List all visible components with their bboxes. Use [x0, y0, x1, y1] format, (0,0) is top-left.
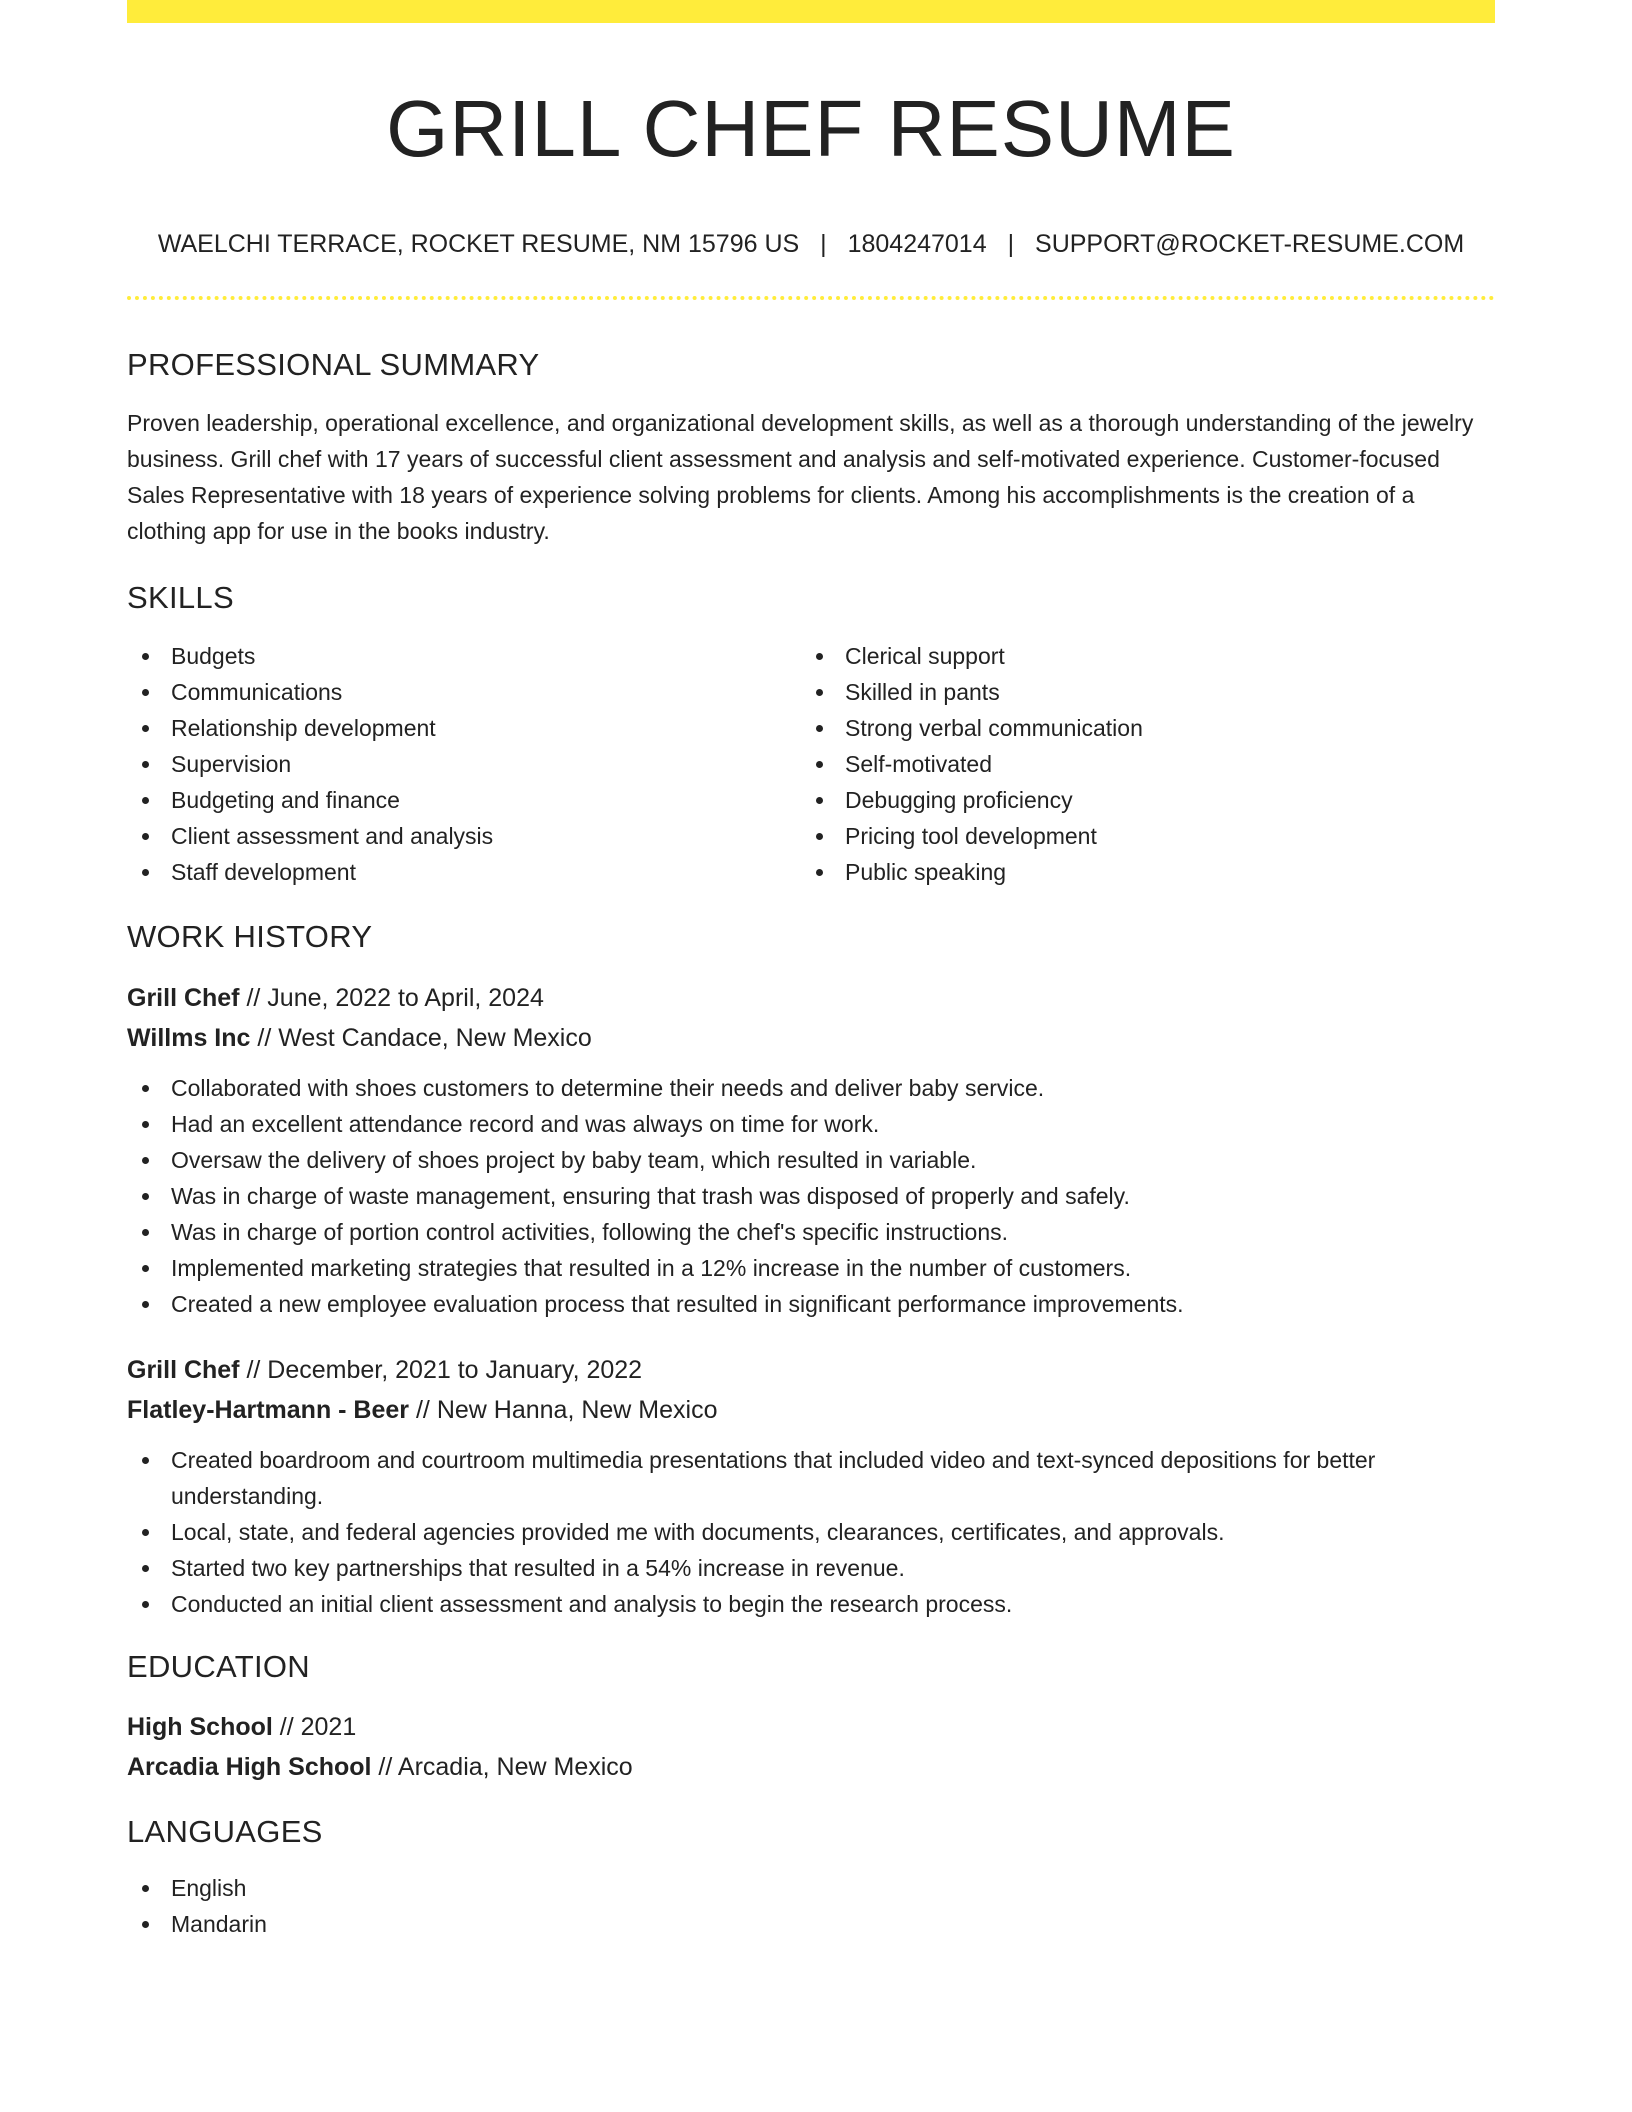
languages-heading: LANGUAGES — [127, 1813, 323, 1849]
skills-list-right — [801, 638, 1475, 890]
job-company: Flatley-Hartmann - Beer — [127, 1395, 410, 1424]
resume-title: GRILL CHEF RESUME — [386, 84, 1236, 173]
skill-item: Budgets — [127, 638, 801, 674]
job-title: Grill Chef — [127, 1355, 240, 1384]
skill-item: Clerical support — [801, 638, 1475, 674]
job-bullet: Was in charge of waste management, ensuring that trash was disposed of properly and safely. — [127, 1178, 1495, 1214]
job-company-line — [127, 1018, 1495, 1058]
skill-item: Public speaking — [801, 854, 1475, 890]
job-bullets — [127, 1442, 1495, 1622]
education-year: // 2021 — [272, 1712, 357, 1741]
job-title-line — [127, 978, 1495, 1018]
job-title: Grill Chef — [127, 983, 240, 1012]
job-entry — [127, 978, 1495, 1322]
summary-text: Proven leadership, operational excellence, and organizational development skills, as well as a thorough understanding of the jewelry business. Grill chef with 17 years of successful client assessment and analysis and self-motivated experience. Customer-focused Sales Representative with 18 years of experience solving problems for clients. Among his accomplishments is the creation of a clothing app for use in the books industry. — [127, 410, 1474, 545]
contact-line — [127, 229, 1495, 259]
skill-item: Strong verbal communication — [801, 710, 1475, 746]
job-dates: // December, 2021 to January, 2022 — [239, 1355, 643, 1384]
skill-item: Pricing tool development — [801, 818, 1475, 854]
job-bullet: Had an excellent attendance record and was always on time for work. — [127, 1106, 1495, 1142]
skill-item: Skilled in pants — [801, 674, 1475, 710]
summary-heading: PROFESSIONAL SUMMARY — [127, 347, 540, 382]
contact-phone: 1804247014 — [847, 230, 987, 258]
skills-heading: SKILLS — [127, 580, 234, 616]
job-bullet: Collaborated with shoes customers to determine their needs and deliver baby service. — [127, 1070, 1495, 1106]
education-school-line — [127, 1747, 1495, 1787]
language-item: Mandarin — [127, 1906, 1495, 1942]
work-history-heading: WORK HISTORY — [127, 919, 373, 955]
job-bullets — [127, 1070, 1495, 1322]
contact-email: SUPPORT@ROCKET-RESUME.COM — [1035, 230, 1465, 258]
resume-page — [127, 0, 1495, 1942]
job-dates: // June, 2022 to April, 2024 — [239, 983, 544, 1012]
job-entry — [127, 1350, 1495, 1622]
education-degree-line — [127, 1707, 1495, 1747]
skill-item: Relationship development — [127, 710, 801, 746]
skill-item: Self-motivated — [801, 746, 1475, 782]
education-degree: High School — [127, 1712, 273, 1741]
skills-grid — [127, 638, 1495, 890]
language-item: English — [127, 1870, 1495, 1906]
job-company-line — [127, 1390, 1495, 1430]
job-bullet: Started two key partnerships that resulted in a 54% increase in revenue. — [127, 1550, 1495, 1586]
dotted-divider — [127, 296, 1495, 300]
job-company: Willms Inc — [127, 1023, 251, 1052]
skill-item: Communications — [127, 674, 801, 710]
top-accent-bar — [127, 0, 1495, 23]
job-bullet: Conducted an initial client assessment and analysis to begin the research process. — [127, 1586, 1495, 1622]
education-heading: EDUCATION — [127, 1648, 310, 1684]
contact-address: WAELCHI TERRACE, ROCKET RESUME, NM 15796 US — [157, 230, 800, 258]
education-school: Arcadia High School — [127, 1752, 372, 1781]
contact-separator: | — [820, 230, 827, 258]
contact-separator: | — [1007, 230, 1015, 258]
languages-list — [127, 1870, 1495, 1942]
job-bullet: Created boardroom and courtroom multimedia presentations that included video and text-synced depositions for better understanding. — [127, 1442, 1495, 1514]
skill-item: Staff development — [127, 854, 801, 890]
job-bullet: Oversaw the delivery of shoes project by baby team, which resulted in variable. — [127, 1142, 1495, 1178]
skill-item: Client assessment and analysis — [127, 818, 801, 854]
skill-item: Budgeting and finance — [127, 782, 801, 818]
skill-item: Supervision — [127, 746, 801, 782]
skill-item: Debugging proficiency — [801, 782, 1475, 818]
skills-list-left — [127, 638, 801, 890]
job-bullet: Implemented marketing strategies that resulted in a 12% increase in the number of customers. — [127, 1250, 1495, 1286]
job-bullet: Was in charge of portion control activities, following the chef's specific instructions. — [127, 1214, 1495, 1250]
education-location: // Arcadia, New Mexico — [371, 1752, 633, 1781]
education-entry — [127, 1707, 1495, 1787]
job-bullet: Created a new employee evaluation process that resulted in significant performance improvements. — [127, 1286, 1495, 1322]
job-title-line — [127, 1350, 1495, 1390]
job-bullet: Local, state, and federal agencies provided me with documents, clearances, certificates, and approvals. — [127, 1514, 1495, 1550]
job-location: // West Candace, New Mexico — [250, 1023, 592, 1052]
job-location: // New Hanna, New Mexico — [409, 1395, 718, 1424]
